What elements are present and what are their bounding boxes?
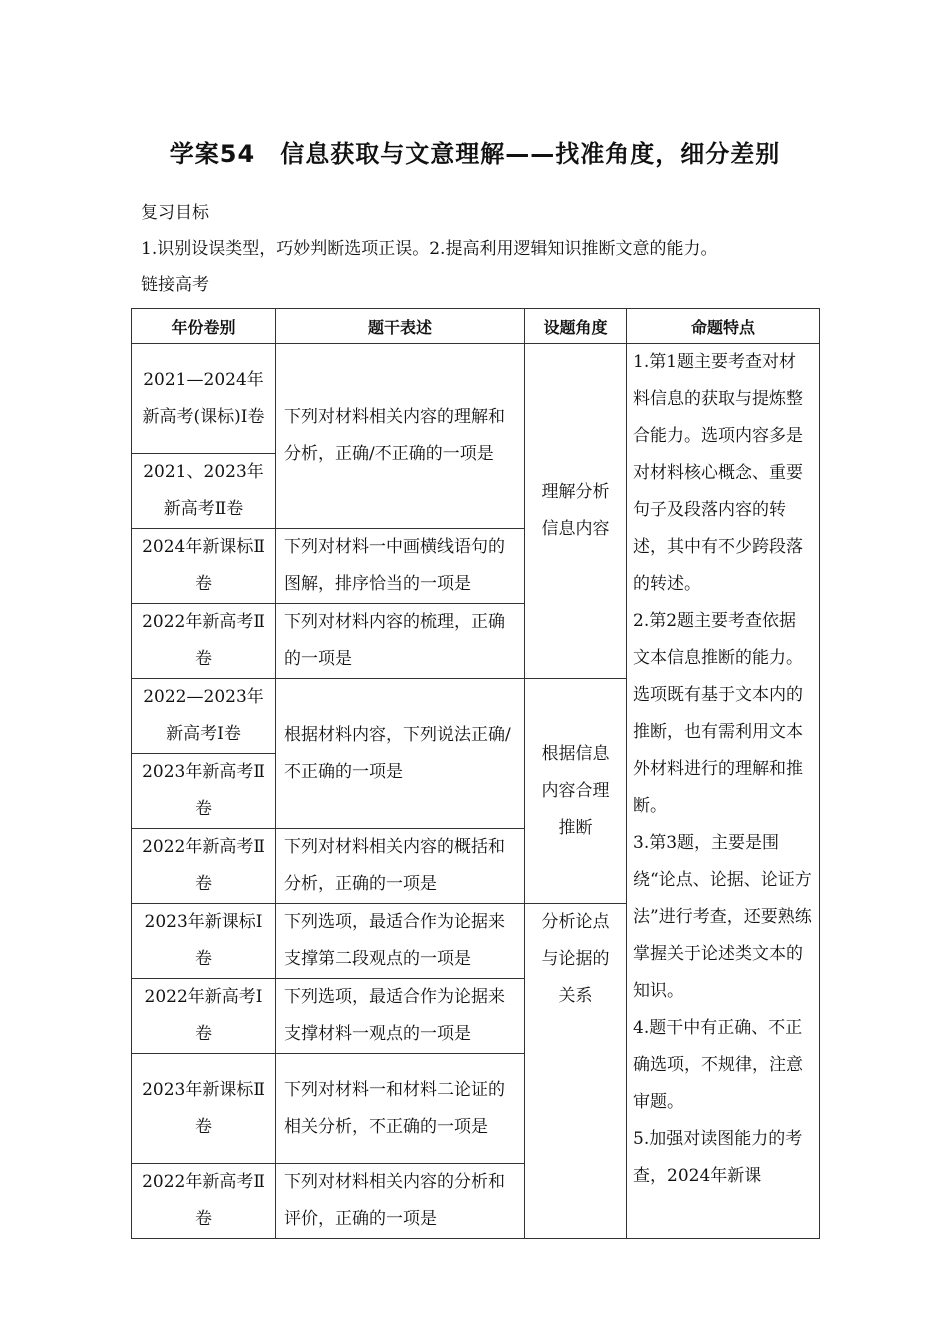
stem-cell: 下列对材料相关内容的概括和分析，正确的一项是 [276, 829, 525, 904]
page-title: 学案54 信息获取与文意理解——找准角度，细分差别 [169, 140, 781, 168]
section-heading-link: 链接高考 [141, 275, 209, 295]
table-row [132, 344, 820, 454]
year-cell: 2021—2024年新高考(课标)Ⅰ卷 [132, 344, 276, 454]
feature-cell [627, 344, 820, 1239]
stem-cell: 下列对材料一中画横线语句的图解，排序恰当的一项是 [276, 529, 525, 604]
year-cell: 2022—2023年新高考Ⅰ卷 [132, 679, 276, 754]
year-cell: 2022年新高考Ⅱ卷 [132, 604, 276, 679]
stem-cell: 根据材料内容，下列说法正确/不正确的一项是 [276, 679, 525, 829]
angle-cell: 理解分析信息内容 [525, 344, 627, 679]
table-header-row [132, 309, 820, 344]
stem-cell: 下列选项，最适合作为论据来支撑第二段观点的一项是 [276, 904, 525, 979]
stem-cell: 下列选项，最适合作为论据来支撑材料一观点的一项是 [276, 979, 525, 1054]
angle-cell: 根据信息内容合理推断 [525, 679, 627, 904]
year-cell: 2023年新课标Ⅰ卷 [132, 904, 276, 979]
feature-point-2: 2.第2题主要考查依据文本信息推断的能力。选项既有基于文本内的推断，也有需利用文本外材料进行的理解和推断。 [633, 611, 803, 816]
feature-point-3: 3.第3题，主要是围绕“论点、论据、论证方法”进行考查，还要熟练掌握关于论述类文本的知识。 [633, 833, 812, 1001]
year-cell: 2022年新高考Ⅰ卷 [132, 979, 276, 1054]
header-angle: 设题角度 [525, 309, 627, 344]
section-heading-goal: 复习目标 [141, 203, 209, 223]
stem-cell: 下列对材料相关内容的分析和评价，正确的一项是 [276, 1164, 525, 1239]
stem-cell: 下列对材料内容的梳理，正确的一项是 [276, 604, 525, 679]
goal-text: 1.识别设误类型，巧妙判断选项正误。2.提高利用逻辑知识推断文意的能力。 [141, 239, 718, 259]
year-cell: 2023年新高考Ⅱ卷 [132, 754, 276, 829]
year-cell: 2021、2023年新高考Ⅱ卷 [132, 454, 276, 529]
feature-point-5: 5.加强对读图能力的考查，2024年新课 [633, 1129, 803, 1186]
exam-table [131, 308, 820, 1239]
year-cell: 2022年新高考Ⅱ卷 [132, 829, 276, 904]
header-stem: 题干表述 [276, 309, 525, 344]
feature-point-4: 4.题干中有正确、不正确选项，不规律，注意审题。 [633, 1018, 803, 1112]
stem-cell: 下列对材料一和材料二论证的相关分析，不正确的一项是 [276, 1054, 525, 1164]
year-cell: 2023年新课标Ⅱ卷 [132, 1054, 276, 1164]
angle-cell: 分析论点与论据的关系 [525, 904, 627, 1239]
header-feature: 命题特点 [627, 309, 820, 344]
year-cell: 2024年新课标Ⅱ卷 [132, 529, 276, 604]
stem-cell: 下列对材料相关内容的理解和分析，正确/不正确的一项是 [276, 344, 525, 529]
year-cell: 2022年新高考Ⅱ卷 [132, 1164, 276, 1239]
feature-point-1: 1.第1题主要考查对材料信息的获取与提炼整合能力。选项内容多是对材料核心概念、重要句子及段落内容的转述，其中有不少跨段落的转述。 [633, 352, 803, 594]
header-year: 年份卷别 [132, 309, 276, 344]
